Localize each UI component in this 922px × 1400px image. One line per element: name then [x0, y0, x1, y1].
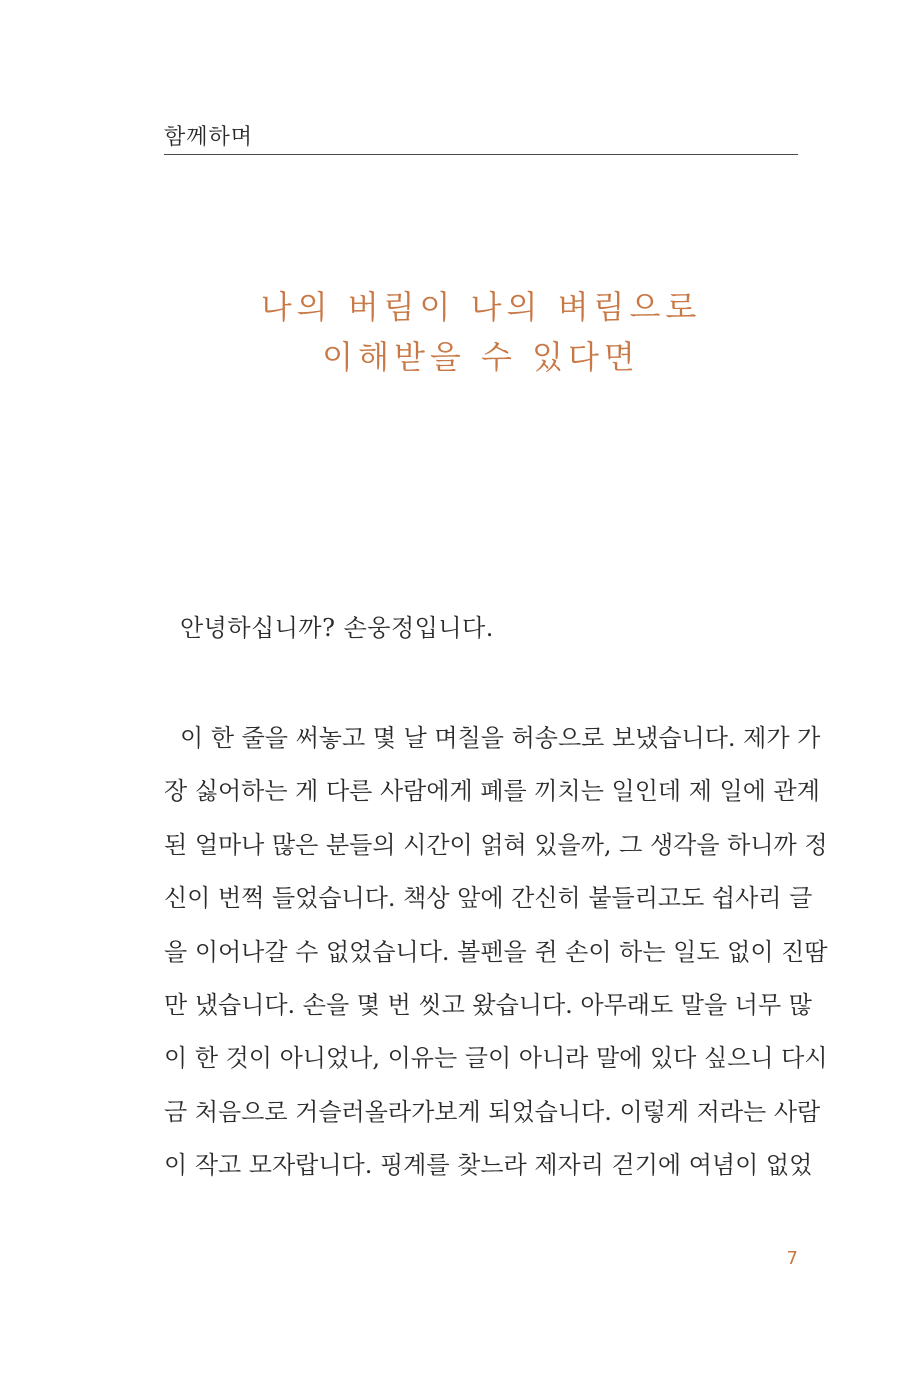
body-line: 금 처음으로 거슬러올라가보게 되었습니다. 이렇게 저라는 사람	[164, 1097, 821, 1126]
chapter-title-line-2: 이해받을 수 있다면	[322, 338, 640, 376]
body-line: 만 냈습니다. 손을 몇 번 씻고 왔습니다. 아무래도 말을 너무 많	[164, 990, 812, 1019]
chapter-title-line-1: 나의 버림이 나의 벼림으로	[260, 288, 702, 326]
body-line: 된 얼마나 많은 분들의 시간이 얽혀 있을까, 그 생각을 하니까 정	[164, 830, 828, 859]
page-number: 7	[786, 1248, 798, 1269]
greeting-paragraph: 안녕하십니까? 손웅정입니다.	[180, 614, 494, 642]
body-line: 을 이어나갈 수 없었습니다. 볼펜을 쥔 손이 하는 일도 없이 진땀	[164, 937, 828, 966]
body-line: 이 한 줄을 써놓고 몇 날 며칠을 허송으로 보냈습니다. 제가 가	[180, 724, 821, 752]
body-paragraph	[164, 712, 828, 1193]
body-line: 이 작고 모자랍니다. 핑계를 찾느라 제자리 걷기에 여념이 없었	[164, 1151, 813, 1180]
chapter-title	[164, 282, 798, 382]
body-line: 이 한 것이 아니었나, 이유는 글이 아니라 말에 있다 싶으니 다시	[164, 1044, 828, 1073]
body-line: 장 싫어하는 게 다른 사람에게 폐를 끼치는 일인데 제 일에 관계	[164, 777, 820, 806]
body-line: 신이 번쩍 들었습니다. 책상 앞에 간신히 붙들리고도 쉽사리 글	[164, 884, 813, 913]
header-divider	[164, 154, 798, 155]
running-header: 함께하며	[164, 125, 254, 150]
